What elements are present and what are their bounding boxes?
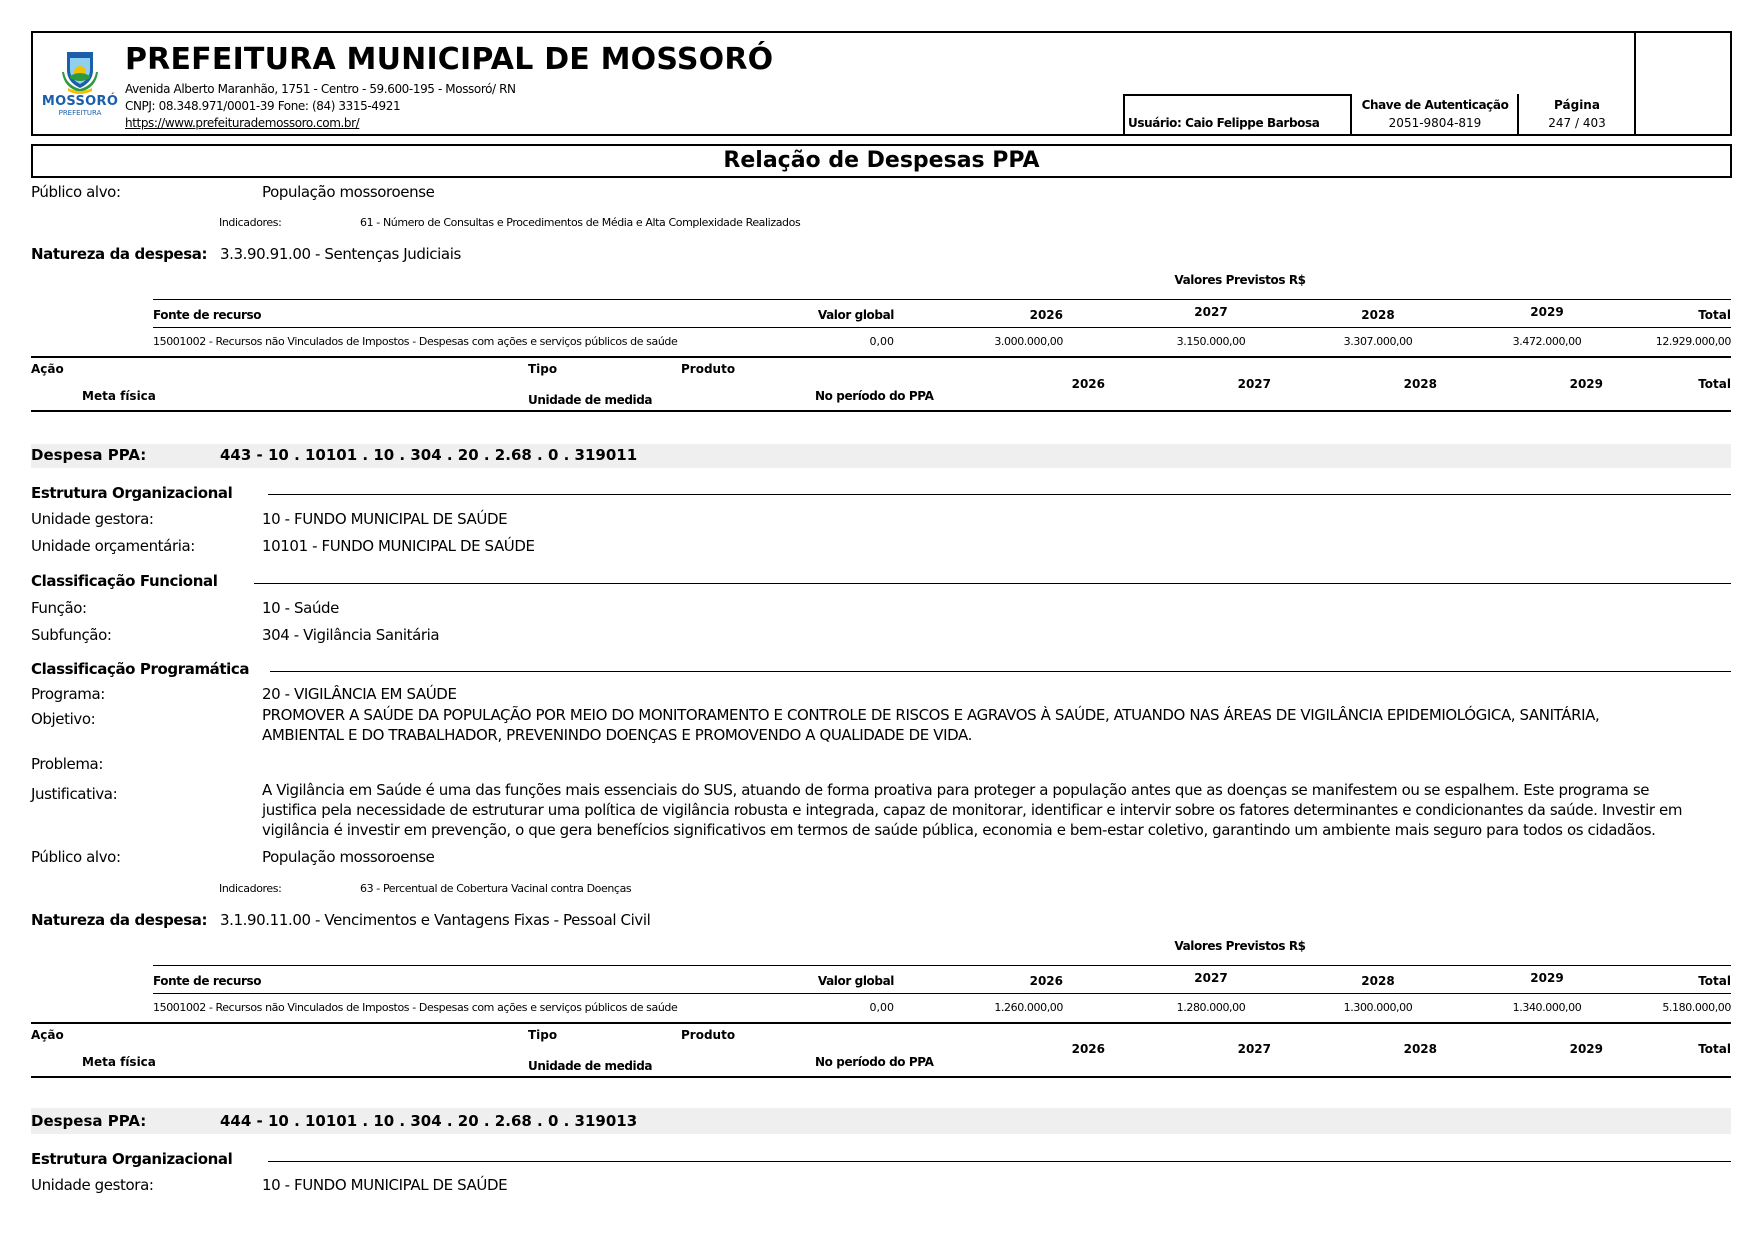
justificativa-line-3: vigilância é investir em prevenção, o que gera benefícios significativos em termos de saúde pública, economia e bem-estar coletivo, garantindo um ambiente mais seguro para todos os cidadãos. (262, 821, 1656, 839)
justificativa-label: Justificativa: (31, 785, 118, 803)
tipo-header: Tipo (528, 362, 558, 376)
fonte-value: 15001002 - Recursos não Vinculados de Impostos - Despesas com ações e serviços públicos de saúde (153, 335, 678, 348)
justificativa-line-1: A Vigilância em Saúde é uma das funções mais essenciais do SUS, atuando de forma proativa para proteger a população antes que as doenças se manifestem ou se espalhem. Este programa se (262, 781, 1650, 799)
value-2027: 3.150.000,00 (1176, 335, 1246, 348)
total-header: Total (1698, 308, 1731, 322)
acao-header-443: Ação (31, 1028, 64, 1042)
value-2027-443: 1.280.000,00 (1176, 1001, 1246, 1014)
user-name: Usuário: Caio Felippe Barbosa (1128, 116, 1320, 130)
value-2028: 3.307.000,00 (1343, 335, 1413, 348)
year-2029-header-443: 2029 (1530, 971, 1564, 985)
publico-alvo-label: Público alvo: (31, 183, 121, 201)
fonte-value-443: 15001002 - Recursos não Vinculados de Impostos - Despesas com ações e serviços públicos de saúde (153, 1001, 678, 1014)
org-cnpj-phone: CNPJ: 08.348.971/0001-39 Fone: (84) 3315-4921 (125, 99, 401, 113)
publico-alvo-value: População mossoroense (262, 183, 435, 201)
despesa-ppa-label-444: Despesa PPA: (31, 1112, 147, 1130)
indicadores-label-443: Indicadores: (219, 882, 282, 895)
ppa-2027-header: 2027 (1237, 377, 1271, 391)
valor-global-value: 0,00 (869, 335, 894, 348)
unidade-gestora-value-444: 10 - FUNDO MUNICIPAL DE SAÚDE (262, 1176, 508, 1194)
natureza-value-443: 3.1.90.11.00 - Vencimentos e Vantagens Fixas - Pessoal Civil (220, 911, 651, 929)
year-2026-header: 2026 (1029, 308, 1063, 322)
estrutura-heading: Estrutura Organizacional (31, 484, 233, 502)
no-periodo-header: No período do PPA (815, 389, 934, 403)
unidade-gestora-value: 10 - FUNDO MUNICIPAL DE SAÚDE (262, 510, 508, 528)
despesa-ppa-code-444: 444 - 10 . 10101 . 10 . 304 . 20 . 2.68 . 0 . 319013 (220, 1112, 638, 1130)
tipo-header-443: Tipo (528, 1028, 558, 1042)
org-address: Avenida Alberto Maranhão, 1751 - Centro - 59.600-195 - Mossoró/ RN (125, 82, 516, 96)
ppa-total-header-443: Total (1698, 1042, 1731, 1056)
fonte-table-top-rule (153, 299, 1731, 300)
logo-name: MOSSORÓ (41, 94, 119, 109)
no-periodo-header-443: No período do PPA (815, 1055, 934, 1069)
meta-fisica-header-443: Meta física (82, 1055, 156, 1069)
unidade-medida-header: Unidade de medida (528, 393, 653, 407)
page-label: Página (1554, 98, 1600, 112)
classif-funcional-rule (254, 583, 1731, 584)
fonte-header-443: Fonte de recurso (153, 974, 262, 988)
funcao-label: Função: (31, 599, 87, 617)
value-total-443: 5.180.000,00 (1662, 1001, 1731, 1014)
year-2026-header-443: 2026 (1029, 974, 1063, 988)
acao-table-top-rule (31, 356, 1731, 358)
despesa-ppa-code: 443 - 10 . 10101 . 10 . 304 . 20 . 2.68 . 0 . 319011 (220, 446, 638, 464)
indicadores-value: 61 - Número de Consultas e Procedimentos de Média e Alta Complexidade Realizados (360, 216, 801, 229)
estrutura-rule-444 (268, 1161, 1731, 1162)
year-2028-header: 2028 (1361, 308, 1395, 322)
ppa-total-header: Total (1698, 377, 1731, 391)
estrutura-heading-444: Estrutura Organizacional (31, 1150, 233, 1168)
valores-previstos-label-443: Valores Previstos R$ (1174, 939, 1306, 953)
classif-programatica-rule (270, 671, 1731, 672)
unidade-medida-header-443: Unidade de medida (528, 1059, 653, 1073)
valores-previstos-label: Valores Previstos R$ (1174, 273, 1306, 287)
publico-alvo-value-443: População mossoroense (262, 848, 435, 866)
classif-funcional-heading: Classificação Funcional (31, 572, 218, 590)
programa-label: Programa: (31, 685, 105, 703)
page-number: 247 / 403 (1548, 116, 1606, 130)
org-title: PREFEITURA MUNICIPAL DE MOSSORÓ (125, 42, 774, 77)
year-2027-header: 2027 (1194, 305, 1228, 319)
funcao-value: 10 - Saúde (262, 599, 340, 617)
ppa-2028-header-443: 2028 (1403, 1042, 1437, 1056)
logo-subtitle: PREFEITURA (58, 109, 102, 117)
auth-key-label: Chave de Autenticação (1361, 98, 1509, 112)
org-website-link[interactable]: https://www.prefeiturademossoro.com.br/ (125, 116, 360, 130)
objetivo-line-2: AMBIENTAL E DO TRABALHADOR, PREVENINDO DOENÇAS E PROMOVENDO A QUALIDADE DE VIDA. (262, 726, 972, 744)
valor-global-header: Valor global (817, 308, 894, 322)
natureza-label-443: Natureza da despesa: (31, 911, 208, 929)
classif-programatica-heading: Classificação Programática (31, 660, 250, 678)
value-2029: 3.472.000,00 (1512, 335, 1582, 348)
subfuncao-label: Subfunção: (31, 626, 112, 644)
problema-label: Problema: (31, 755, 103, 773)
estrutura-rule (268, 494, 1731, 495)
produto-header-443: Produto (681, 1028, 736, 1042)
value-2029-443: 1.340.000,00 (1512, 1001, 1582, 1014)
valor-global-header-443: Valor global (817, 974, 894, 988)
mossoro-logo (40, 48, 120, 120)
total-header-443: Total (1698, 974, 1731, 988)
ppa-2026-header: 2026 (1071, 377, 1105, 391)
ppa-2028-header: 2028 (1403, 377, 1437, 391)
valor-global-value-443: 0,00 (869, 1001, 894, 1014)
year-2027-header-443: 2027 (1194, 971, 1228, 985)
acao-header: Ação (31, 362, 64, 376)
natureza-value: 3.3.90.91.00 - Sentenças Judiciais (220, 245, 461, 263)
ppa-2027-header-443: 2027 (1237, 1042, 1271, 1056)
subfuncao-value: 304 - Vigilância Sanitária (262, 626, 440, 644)
fonte-table-mid-rule-443 (153, 993, 1731, 994)
indicadores-label: Indicadores: (219, 216, 282, 229)
fonte-header: Fonte de recurso (153, 308, 262, 322)
objetivo-label: Objetivo: (31, 710, 96, 728)
objetivo-line-1: PROMOVER A SAÚDE DA POPULAÇÃO POR MEIO DO MONITORAMENTO E CONTROLE DE RISCOS E AGRAVOS À SAÚDE, ATUANDO NAS ÁREAS DE VIGILÂNCIA EPIDEMIOLÓGICA, SANITÁRIA, (262, 706, 1600, 724)
acao-table-bottom-rule (31, 410, 1731, 412)
acao-table-top-rule-443 (31, 1022, 1731, 1024)
auth-key-value: 2051-9804-819 (1388, 116, 1482, 130)
unidade-gestora-label-444: Unidade gestora: (31, 1176, 154, 1194)
indicadores-value-443: 63 - Percentual de Cobertura Vacinal contra Doenças (360, 882, 632, 895)
year-2028-header-443: 2028 (1361, 974, 1395, 988)
ppa-2029-header: 2029 (1569, 377, 1603, 391)
fonte-table-mid-rule (153, 327, 1731, 328)
fonte-table-top-rule-443 (153, 965, 1731, 966)
report-title: Relação de Despesas PPA (723, 148, 1040, 173)
value-2026: 3.000.000,00 (994, 335, 1063, 348)
unidade-orcamentaria-label: Unidade orçamentária: (31, 537, 195, 555)
publico-alvo-label-443: Público alvo: (31, 848, 121, 866)
acao-table-bottom-rule-443 (31, 1076, 1731, 1078)
justificativa-line-2: justifica pela necessidade de estruturar uma política de vigilância robusta e integrada, capaz de monitorar, identificar e intervir sobre os fatores determinantes e condicionantes da saúde. Investir em (262, 801, 1683, 819)
unidade-orcamentaria-value: 10101 - FUNDO MUNICIPAL DE SAÚDE (262, 537, 535, 555)
ppa-2026-header-443: 2026 (1071, 1042, 1105, 1056)
unidade-gestora-label: Unidade gestora: (31, 510, 154, 528)
value-2028-443: 1.300.000,00 (1343, 1001, 1413, 1014)
produto-header: Produto (681, 362, 736, 376)
year-2029-header: 2029 (1530, 305, 1564, 319)
ppa-2029-header-443: 2029 (1569, 1042, 1603, 1056)
value-total: 12.929.000,00 (1655, 335, 1731, 348)
programa-value: 20 - VIGILÂNCIA EM SAÚDE (262, 685, 457, 703)
value-2026-443: 1.260.000,00 (994, 1001, 1063, 1014)
meta-fisica-header: Meta física (82, 389, 156, 403)
natureza-label: Natureza da despesa: (31, 245, 208, 263)
despesa-ppa-label: Despesa PPA: (31, 446, 147, 464)
